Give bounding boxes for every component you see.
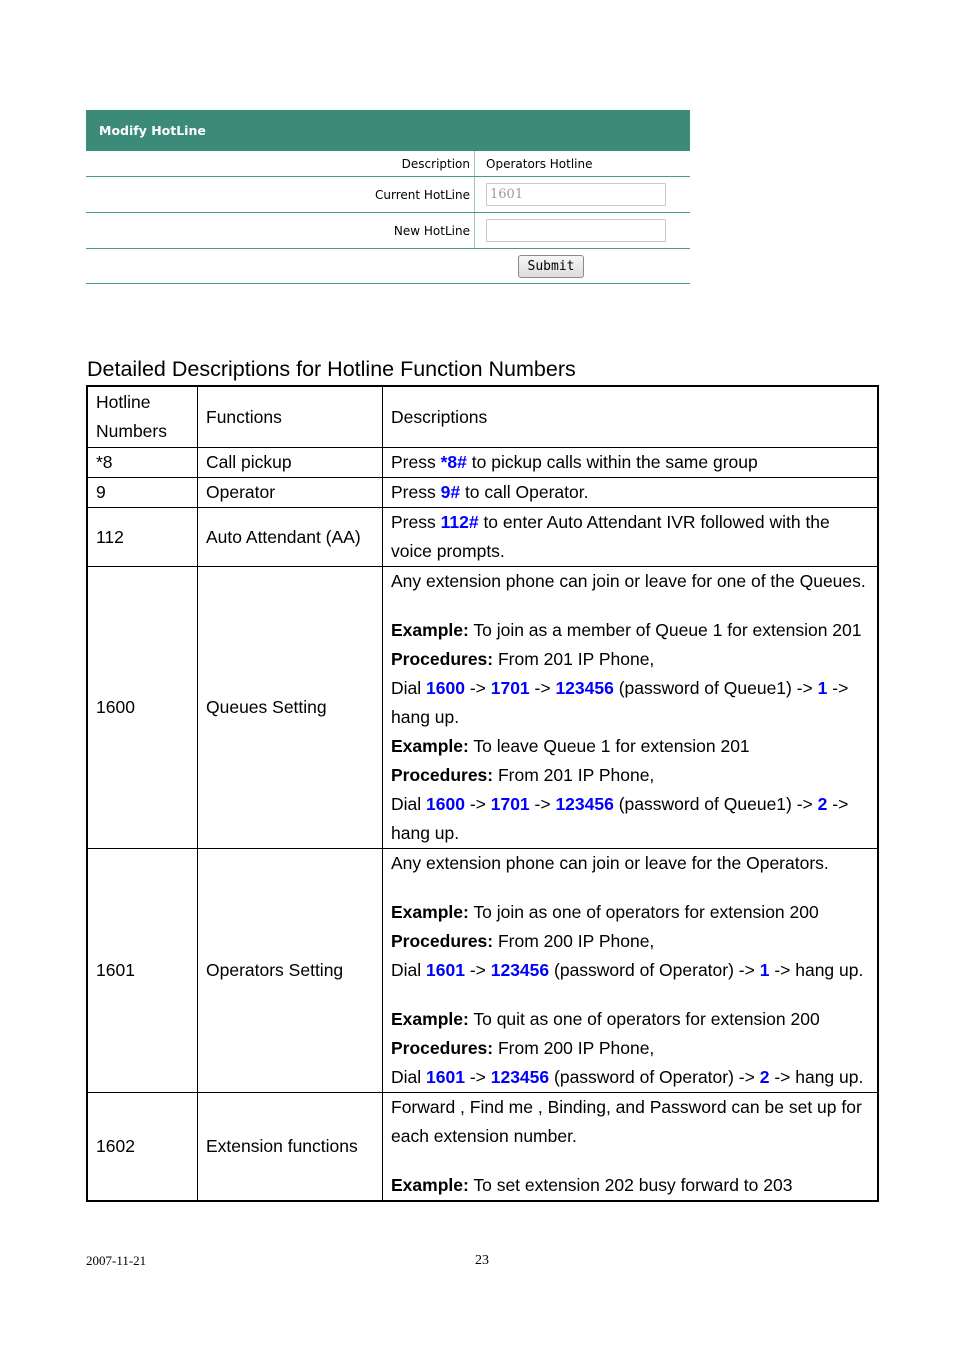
section-title: Detailed Descriptions for Hotline Function Numbers [87, 357, 576, 381]
description: Press 9# to call Operator. [383, 478, 879, 508]
function-name: Queues Setting [198, 567, 383, 849]
function-name: Auto Attendant (AA) [198, 508, 383, 567]
description: Any extension phone can join or leave for the Operators. Example: To join as one of operators for extension 200 Procedures: From 200 IP Phone, Dial 1601 -> 123456 (password of Operator) -> 1 -> hang up. Example: To quit as one of operators for extension 200 Procedures: From 200 IP Phone, Dial 1601 -> 123456 (password of Operator) -> 2 -> hang up. [383, 849, 879, 1093]
footer-date: 2007-11-21 [86, 1253, 147, 1268]
table-row [87, 849, 878, 1093]
page-number: 23 [475, 1253, 489, 1268]
function-name: Extension functions [198, 1093, 383, 1202]
table-row [87, 1093, 878, 1202]
function-name: Operators Setting [198, 849, 383, 1093]
new-hotline-row [86, 213, 690, 249]
hotline-number: 9 [87, 478, 198, 508]
hotline-number: 112 [87, 508, 198, 567]
panel-title: Modify HotLine [86, 110, 690, 151]
function-name: Call pickup [198, 448, 383, 478]
description-value: Operators Hotline [486, 156, 593, 171]
hotline-number: *8 [87, 448, 198, 478]
description: Any extension phone can join or leave for one of the Queues. Example: To join as a member of Queue 1 for extension 201 Procedures: From 201 IP Phone, Dial 1600 -> 1701 -> 123456 (password of Queue1) -> 1 -> hang up. Example: To leave Queue 1 for extension 201 Procedures: From 201 IP Phone, Dial 1600 -> 1701 -> 123456 (password of Queue1) -> 2 -> hang up. [383, 567, 879, 849]
new-hotline-input[interactable] [486, 219, 666, 242]
current-hotline-input[interactable] [486, 183, 666, 206]
hotline-number: 1602 [87, 1093, 198, 1202]
hotline-table [86, 385, 879, 1202]
table-row [87, 508, 878, 567]
table-header-row [87, 386, 878, 448]
modify-hotline-panel [86, 110, 690, 284]
description: Press 112# to enter Auto Attendant IVR followed with the voice prompts. [383, 508, 879, 567]
header-descriptions: Descriptions [383, 386, 879, 448]
new-hotline-label: New HotLine [86, 213, 475, 248]
function-name: Operator [198, 478, 383, 508]
table-row [87, 567, 878, 849]
description-row [86, 151, 690, 177]
hotline-number: 1600 [87, 567, 198, 849]
header-hotline-numbers: Hotline Numbers [87, 386, 198, 448]
hotline-number: 1601 [87, 849, 198, 1093]
submit-button[interactable]: Submit [518, 255, 585, 278]
table-row [87, 448, 878, 478]
header-functions: Functions [198, 386, 383, 448]
description: Press *8# to pickup calls within the same group [383, 448, 879, 478]
current-hotline-label: Current HotLine [86, 177, 475, 212]
description: Forward , Find me , Binding, and Password can be set up for each extension number. Example: To set extension 202 busy forward to 203 [383, 1093, 879, 1202]
current-hotline-row [86, 177, 690, 213]
description-label: Description [86, 151, 475, 176]
table-row [87, 478, 878, 508]
submit-row [86, 249, 690, 284]
